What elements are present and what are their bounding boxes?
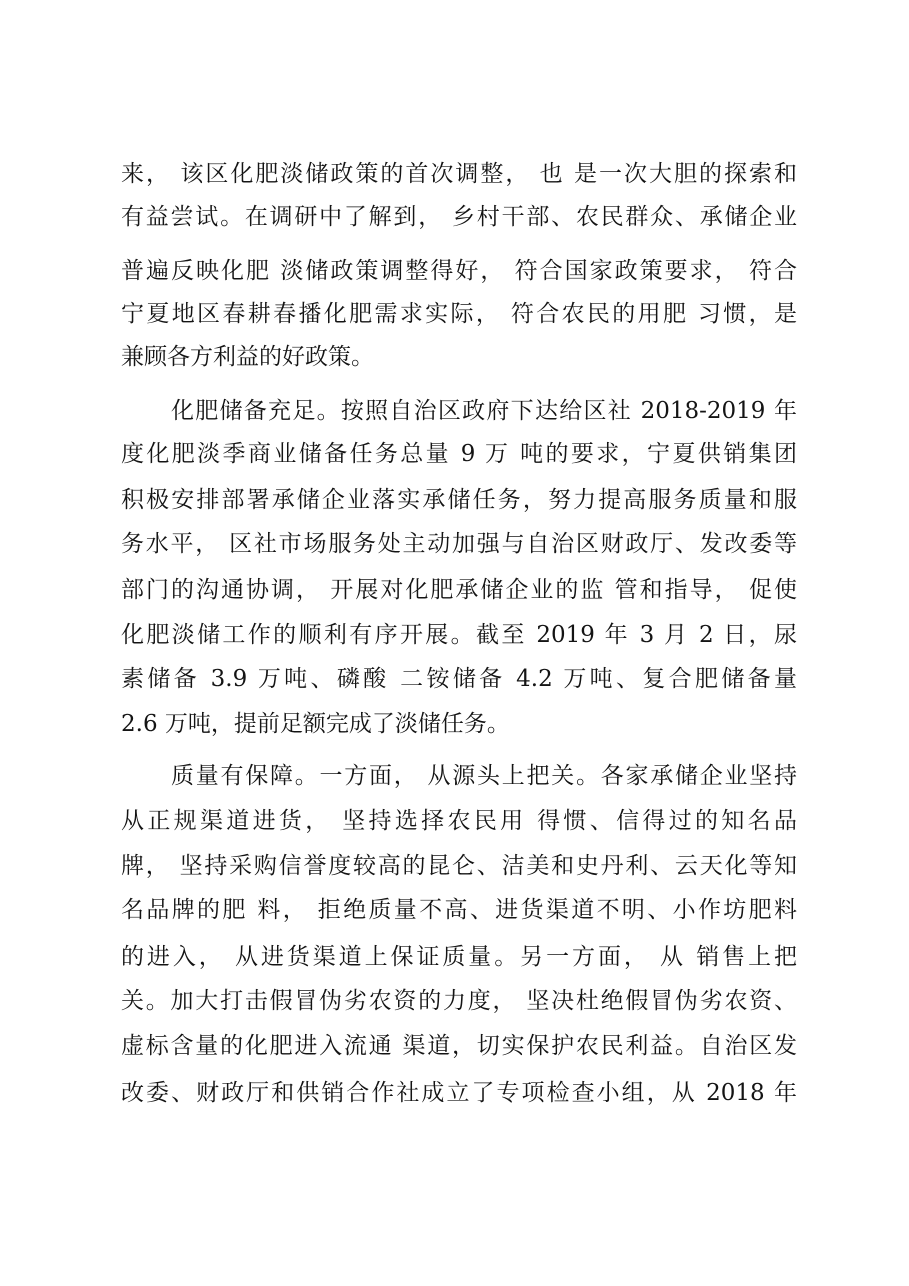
text-line: 来， 该区化肥淡储政策的首次调整， 也 是一次大胆的探索和 — [121, 161, 797, 187]
text-line: 的进入， 从进货渠道上保证质量。另一方面， 从 销售上把 — [121, 944, 797, 970]
text-line: 名品牌的肥 料， 拒绝质量不高、进货渠道不明、小作坊肥料 — [121, 897, 797, 923]
text-line: 虚标含量的化肥进入流通 渠道，切实保护农民利益。自治区发 — [121, 1033, 797, 1059]
text-line: 普遍反映化肥 淡储政策调整得好， 符合国家政策要求， 符合 — [121, 258, 797, 284]
text-line: 化肥淡储工作的顺利有序开展。截至 2019 年 3 月 2 日，尿 — [121, 622, 797, 648]
text-line: 务水平， 区社市场服务处主动加强与自治区财政厅、发改委等 — [121, 531, 797, 557]
text-line: 部门的沟通协调， 开展对化肥承储企业的监 管和指导， 促使 — [121, 577, 797, 603]
text-line: 牌， 坚持采购信誉度较高的昆仑、洁美和史丹利、云天化等知 — [121, 853, 797, 879]
text-line: 从正规渠道进货， 坚持选择农民用 得惯、信得过的知名品 — [121, 808, 797, 834]
text-line: 改委、财政厅和供销合作社成立了专项检查小组，从 2018 年 — [121, 1080, 797, 1106]
text-line: 素储备 3.9 万吨、磷酸 二铵储备 4.2 万吨、复合肥储备量 — [121, 666, 797, 692]
text-line: 有益尝试。在调研中了解到， 乡村干部、农民群众、承储企业 — [121, 204, 797, 230]
text-line: 宁夏地区春耕春播化肥需求实际， 符合农民的用肥 习惯，是 — [121, 301, 797, 327]
text-line: 关。加大打击假冒伪劣农资的力度， 坚决杜绝假冒伪劣农资、 — [121, 988, 797, 1014]
text-line: 2.6 万吨，提前足额完成了淡储任务。 — [121, 711, 510, 737]
text-line: 化肥储备充足。按照自治区政府下达给区社 2018-2019 年 — [171, 398, 797, 424]
text-line: 度化肥淡季商业储备任务总量 9 万 吨的要求，宁夏供销集团 — [121, 441, 797, 467]
text-line: 质量有保障。一方面， 从源头上把关。各家承储企业坚持 — [171, 763, 797, 789]
text-line: 兼顾各方利益的好政策。 — [121, 344, 374, 370]
text-line: 积极安排部署承储企业落实承储任务，努力提高服务质量和服 — [121, 487, 797, 513]
